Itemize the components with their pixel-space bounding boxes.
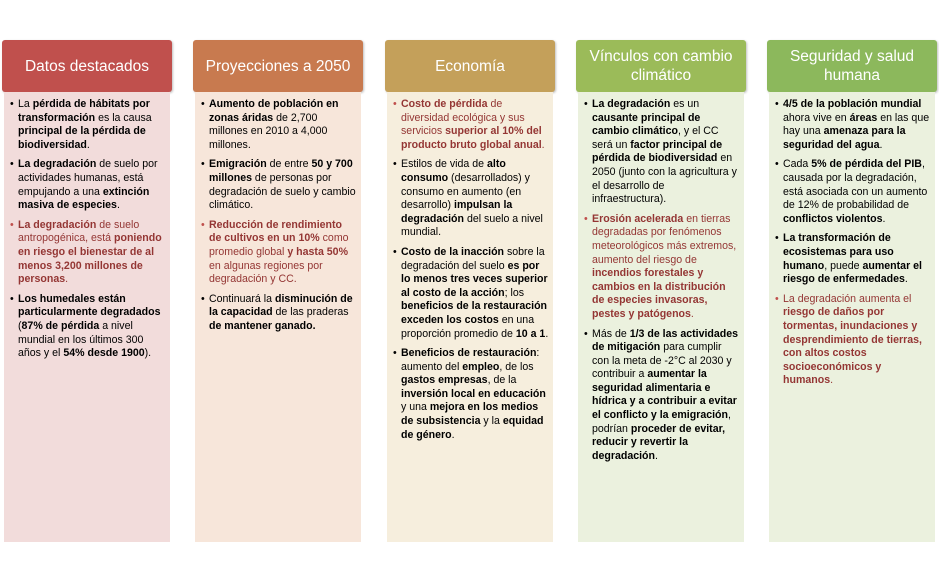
column-economia <box>385 40 555 540</box>
list-item <box>783 98 931 152</box>
text: ( <box>18 319 22 332</box>
bold-text: factor principal de pérdida de biodiversidad <box>592 138 723 165</box>
bold-text: 87% de pérdida <box>21 319 100 332</box>
column-vinculos-cambio-climatico <box>576 40 746 540</box>
column-title: Economía <box>435 57 505 75</box>
text: de entre <box>266 158 312 171</box>
bullet-list <box>775 98 931 388</box>
bold-text: causante principal de cambio climático <box>592 111 701 138</box>
column-body <box>195 92 361 542</box>
text: . <box>904 273 908 286</box>
text: La degradación aumenta el <box>783 292 912 305</box>
text: ahora vive en <box>783 111 850 124</box>
column-body <box>769 92 935 542</box>
bold-text: Emigración <box>209 158 267 171</box>
text: sobre la degradación del suelo <box>401 245 545 272</box>
text: , y el CC será un <box>592 125 719 151</box>
text: . <box>545 327 549 340</box>
bold-text: 50 y 700 millones <box>209 158 353 184</box>
column-header <box>2 40 172 92</box>
list-item <box>209 219 357 287</box>
text: . <box>690 307 694 320</box>
text: de 2,700 millones en 2010 a 4,000 millones. <box>209 111 328 151</box>
text: de suelo antropogénica, está <box>18 218 140 245</box>
text: . <box>655 449 658 462</box>
column-body <box>578 92 744 542</box>
list-item <box>18 98 166 152</box>
bold-text: La degradación <box>592 98 671 110</box>
text: . <box>882 212 886 225</box>
bold-text: de mantener ganado. <box>209 319 316 332</box>
list-item <box>401 98 549 152</box>
text: y la <box>480 415 503 428</box>
text: , de la <box>487 374 517 387</box>
text: es la causa <box>95 111 152 124</box>
text: para cumplir con la meta de -2°C al 2030 y contribuir a <box>592 341 732 381</box>
bold-text: pérdida de hábitats por transformación <box>18 98 150 124</box>
text: . <box>65 273 69 286</box>
text: . <box>879 138 883 151</box>
text: como promedio global <box>209 232 349 258</box>
bold-text: alto consumo <box>401 158 506 184</box>
column-title: Proyecciones a 2050 <box>205 57 351 75</box>
bold-text: riesgo de daños por tormentas, inundaciones y desprendimiento de tierras, con altos costos socioeconómicos y humanos <box>783 306 922 387</box>
text: Cada <box>783 158 812 171</box>
column-title: Vínculos con cambio climático <box>589 48 733 84</box>
bullet-list <box>393 98 549 442</box>
text: Continuará la <box>209 292 275 305</box>
column-datos-destacados <box>2 40 172 540</box>
text: a nivel mundial en los últimos 300 años y el <box>18 319 144 360</box>
bold-text: Costo de la inacción <box>401 245 505 258</box>
text: en una proporción promedio de <box>401 313 535 340</box>
bold-text: La degradación <box>18 218 97 231</box>
text: de diversidad ecológica y sus servicios <box>401 98 525 138</box>
list-item <box>401 347 549 442</box>
text: ). <box>144 347 152 360</box>
list-item <box>209 158 357 212</box>
text: , podrían <box>592 409 731 435</box>
column-header <box>767 40 937 92</box>
text: , causada por la degradación, está asociada con un aumento de 12% de probabilidad de <box>783 158 928 212</box>
bold-text: Aumento de población en zonas áridas <box>209 98 339 124</box>
bold-text: disminución de la capacidad <box>209 292 353 319</box>
text: . <box>116 199 120 212</box>
text: (desarrollados) y consumo en aumento (en desarrollo) <box>401 171 530 212</box>
text: en tierras degradadas por fenómenos meteorológicos más extremos, aumento del riesgo de <box>592 212 737 266</box>
text: , de los <box>499 360 534 373</box>
bold-text: 1/3 de las actividades de mitigación <box>592 327 739 354</box>
text: es un <box>670 98 700 110</box>
bold-text: principal de la pérdida de biodiversidad <box>18 125 146 151</box>
list-item <box>209 293 357 334</box>
text: de personas por degradación de suelo y cambio climático. <box>209 171 356 212</box>
list-item <box>18 158 166 212</box>
column-header <box>576 40 746 92</box>
bold-text: es por lo menos tres veces superior al costo de la acción <box>401 259 548 299</box>
bold-text: amenaza para la seguridad del agua <box>783 125 906 151</box>
text: ; los <box>504 286 525 299</box>
bold-text: 4/5 de la población mundial <box>783 98 922 110</box>
bullet-list <box>201 98 357 334</box>
text: y una <box>401 401 430 414</box>
bold-text: proceder de evitar, reducir y revertir la degradación <box>592 422 726 462</box>
bold-text: 10 a 1 <box>515 327 546 340</box>
bold-text: aumentar el riesgo de enfermedades <box>783 259 922 286</box>
bold-text: aumentar la seguridad alimentaria e hídrica y a contribuir a evitar el conflicto y la emigración <box>592 368 737 422</box>
bold-text: La degradación <box>18 158 97 171</box>
bold-text: 54% desde 1900 <box>63 347 145 360</box>
text: . <box>451 428 455 441</box>
bold-text: gastos empresas <box>401 374 488 387</box>
bold-text: y hasta 50% <box>287 245 348 258</box>
column-title: Seguridad y salud humana <box>789 48 915 84</box>
text: Estilos de vida de <box>401 158 487 171</box>
list-item <box>783 293 931 388</box>
column-seguridad-salud-humana <box>767 40 937 540</box>
text: de suelo por actividades humanas, está empujando a una <box>18 158 158 198</box>
bold-text: inversión local en educación <box>401 387 546 400</box>
list-item <box>401 158 549 240</box>
bold-text: La transformación de ecosistemas para uso humano <box>783 232 894 272</box>
bullet-list <box>584 98 740 463</box>
text: en algunas regiones por degradación y CC. <box>209 259 323 286</box>
text: : aumento del <box>401 347 540 373</box>
column-body <box>4 92 170 542</box>
text: La <box>18 98 33 110</box>
text: del suelo a nivel mundial. <box>401 212 543 239</box>
list-item <box>592 213 740 322</box>
column-proyecciones-2050 <box>193 40 363 540</box>
bullet-list <box>10 98 166 361</box>
bold-text: 5% de pérdida del PIB <box>811 158 922 171</box>
list-item <box>592 328 740 464</box>
bold-text: poniendo en riesgo el bienestar de al menos 3,200 millones de personas <box>18 232 162 286</box>
text: . <box>541 138 545 151</box>
text: en las que hay una <box>783 111 930 138</box>
bold-text: Los humedales están particularmente degradados <box>18 292 161 319</box>
bold-text: equidad de género <box>401 415 544 441</box>
text: de las praderas <box>272 306 349 319</box>
list-item <box>783 158 931 226</box>
text: . <box>830 374 834 387</box>
column-header <box>385 40 555 92</box>
text: . <box>86 138 90 151</box>
list-item <box>18 219 166 287</box>
bold-text: conflictos violentos <box>783 212 883 225</box>
text: Más de <box>592 327 630 340</box>
column-body <box>387 92 553 542</box>
column-header <box>193 40 363 92</box>
bold-text: superior al 10% del producto bruto global anual <box>401 125 542 151</box>
bold-text: empleo <box>462 360 500 373</box>
text: , puede <box>824 259 863 272</box>
bold-text: Erosión acelerada <box>592 212 684 225</box>
bold-text: Costo de pérdida <box>401 98 488 110</box>
bold-text: impulsan la degradación <box>401 199 513 225</box>
list-item <box>783 232 931 286</box>
bold-text: áreas <box>849 111 878 124</box>
column-title: Datos destacados <box>24 57 150 75</box>
list-item <box>18 293 166 361</box>
bold-text: extinción masiva de especies <box>18 185 150 212</box>
bold-text: beneficios de la restauración exceden los costos <box>401 300 548 326</box>
bold-text: Reducción de rendimiento de cultivos en un 10% <box>209 218 343 245</box>
bold-text: mejora en los medios de subsistencia <box>401 401 539 428</box>
list-item <box>209 98 357 152</box>
list-item <box>401 246 549 341</box>
text: en 2050 (junto con la agricultura y el desarrollo de infraestructura). <box>592 152 737 206</box>
list-item <box>592 98 740 207</box>
bold-text: Beneficios de restauración <box>401 347 537 360</box>
bold-text: incendios forestales y cambios en la distribución de especies invasoras, pestes y patógenos <box>592 267 726 320</box>
